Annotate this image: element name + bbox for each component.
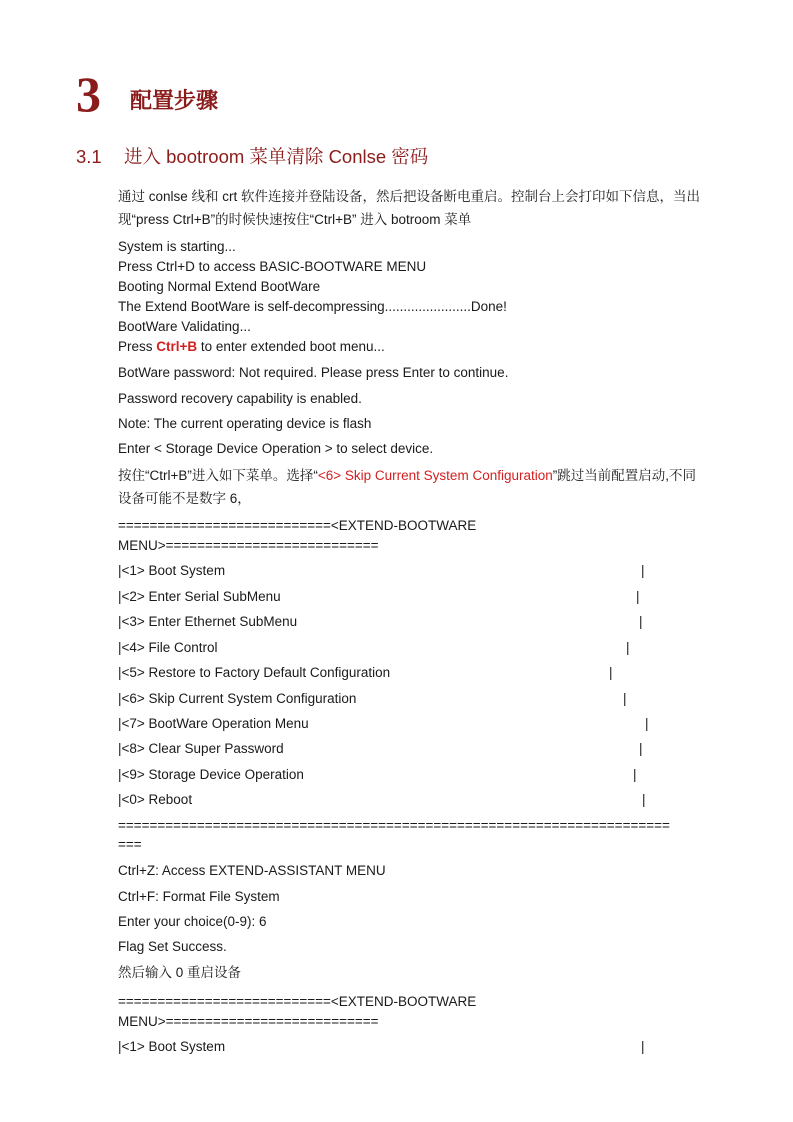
menu2-header-2: MENU>=========================== bbox=[118, 1014, 379, 1029]
boot-log-line: The Extend BootWare is self-decompressing.......................Done! bbox=[118, 299, 507, 314]
menu-item-right-bar: | bbox=[641, 563, 645, 578]
menu2-item-boot-system: |<1> Boot System bbox=[118, 1039, 226, 1054]
menu2-item-right-bar: | bbox=[641, 1039, 645, 1054]
instruction-highlight: <6> Skip Current System Configuration bbox=[317, 468, 553, 483]
assistant-menu-line: Ctrl+Z: Access EXTEND-ASSISTANT MENU bbox=[118, 863, 386, 878]
flag-line: Flag Set Success. bbox=[118, 939, 227, 954]
choice-line: Enter your choice(0-9): 6 bbox=[118, 914, 267, 929]
menu-header-1: ===========================<EXTEND-BOOTWARE bbox=[118, 518, 477, 533]
format-line: Ctrl+F: Format File System bbox=[118, 889, 280, 904]
instruction-prefix: 按住“Ctrl+B”进入如下菜单。选择“ bbox=[118, 468, 318, 483]
status-line: BotWare password: Not required. Please press Enter to continue. bbox=[118, 365, 509, 380]
menu-item-skip-config: |<6> Skip Current System Configuration bbox=[118, 691, 357, 706]
instruction-line-2: 设备可能不是数字 6， bbox=[118, 491, 251, 506]
menu-item-file-control: |<4> File Control bbox=[118, 640, 218, 655]
status-line: Password recovery capability is enabled. bbox=[118, 391, 362, 406]
intro-line-2: 现“press Ctrl+B”的时候快速按住“Ctrl+B” 进入 botroom 菜单 bbox=[118, 212, 472, 227]
instruction-suffix: ”跳过当前配置启动,不同 bbox=[552, 468, 696, 483]
menu-footer-2: === bbox=[118, 837, 142, 852]
menu-item-right-bar: | bbox=[623, 691, 627, 706]
boot-log-line: System is starting... bbox=[118, 239, 236, 254]
menu-item-serial-submenu: |<2> Enter Serial SubMenu bbox=[118, 589, 281, 604]
menu-item-clear-password: |<8> Clear Super Password bbox=[118, 741, 284, 756]
menu-item-right-bar: | bbox=[636, 589, 640, 604]
menu-item-storage-device: |<9> Storage Device Operation bbox=[118, 767, 304, 782]
chapter-title: 配置步骤 bbox=[130, 88, 219, 113]
menu-item-bootware-operation: |<7> BootWare Operation Menu bbox=[118, 716, 309, 731]
menu-item-right-bar: | bbox=[645, 716, 649, 731]
instruction-line-1 bbox=[118, 467, 696, 485]
menu-item-restore-default: |<5> Restore to Factory Default Configuration bbox=[118, 665, 391, 680]
status-line: Enter < Storage Device Operation > to select device. bbox=[118, 441, 434, 456]
menu-item-right-bar: | bbox=[633, 767, 637, 782]
boot-log-line: Press Ctrl+D to access BASIC-BOOTWARE MENU bbox=[118, 259, 427, 274]
boot-log-line: BootWare Validating... bbox=[118, 319, 251, 334]
ctrl-b-key: Ctrl+B bbox=[156, 339, 198, 354]
press-suffix: to enter extended boot menu... bbox=[197, 339, 385, 354]
menu-item-reboot: |<0> Reboot bbox=[118, 792, 193, 807]
section-number: 3.1 bbox=[76, 146, 102, 167]
menu-item-right-bar: | bbox=[609, 665, 613, 680]
section-title: 进入 bootroom 菜单清除 Conlse 密码 bbox=[124, 146, 429, 167]
menu-item-right-bar: | bbox=[626, 640, 630, 655]
boot-log-line: Booting Normal Extend BootWare bbox=[118, 279, 321, 294]
menu-item-ethernet-submenu: |<3> Enter Ethernet SubMenu bbox=[118, 614, 298, 629]
press-ctrl-b-line bbox=[118, 338, 385, 356]
menu-item-right-bar: | bbox=[642, 792, 646, 807]
status-line: Note: The current operating device is flash bbox=[118, 416, 372, 431]
intro-line-1: 通过 conlse 线和 crt 软件连接并登陆设备，然后把设备断电重启。控制台上会打印如下信息，当出 bbox=[118, 189, 701, 204]
menu-footer-1: ====================================================================== bbox=[118, 818, 670, 833]
reboot-note: 然后输入 0 重启设备 bbox=[118, 965, 242, 980]
menu-item-right-bar: | bbox=[639, 741, 643, 756]
menu-item-boot-system: |<1> Boot System bbox=[118, 563, 226, 578]
menu2-header-1: ===========================<EXTEND-BOOTWARE bbox=[118, 994, 477, 1009]
chapter-number: 3 bbox=[76, 66, 101, 122]
menu-item-right-bar: | bbox=[639, 614, 643, 629]
press-prefix: Press bbox=[118, 339, 157, 354]
section-heading bbox=[76, 144, 428, 170]
menu-header-2: MENU>=========================== bbox=[118, 538, 379, 553]
